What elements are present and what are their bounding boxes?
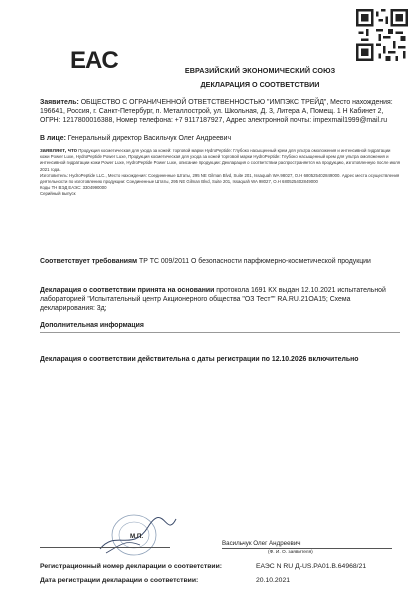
tnved-label: Коды ТН ВЭД ЕАЭС:	[40, 185, 82, 191]
signature-line	[40, 547, 170, 548]
applicant-text: ОБЩЕСТВО С ОГРАНИЧЕННОЙ ОТВЕТСТВЕННОСТЬЮ "ИМПЭКС ТРЕЙД", Место нахождения: 196641, Россия, г. Санкт-Петербург, п. Металлострой, ул. Школьная, Д. 3, Литера А, Помещ. 1 Н Кабинет 2, ОГРН: 1217800016388, Номер телефона: +7 9117187927, Адрес электронной почты: impexmail1999@mail.ru	[40, 99, 393, 124]
product-description: Продукция косметическая для ухода за кожей: торговой марки HydroPeptide: Глубоко насыщенный крем для ультра омоложения и интенсивной гидратации кожи Power Luxe, HydroPeptide Power Luxe, Продукция косметическая для ухода за кожей торговой марки HydroPeptide: Глубоко насыщенный крем для ультра омоложения и интенсивной гидратации кожи Power Luxe, HydroPeptide Power Luxe, описание продукции: Декларация о соответствии распространяется на продукцию, изготовленную после июля 2021 года.	[40, 148, 401, 172]
seal-mark: М.П.	[130, 533, 144, 540]
declares-section	[40, 148, 400, 198]
registration-date-row	[40, 577, 395, 584]
additional-info-label: Дополнительная информация	[40, 322, 144, 329]
manufacturer-label: Изготовитель:	[40, 172, 68, 178]
registration-date-value: 20.10.2021	[256, 577, 291, 584]
conformity-text: ТР ТС 009/2011 О безопасности парфюмерно-косметической продукции	[139, 258, 371, 265]
declares-label: заявляет, что	[40, 148, 78, 154]
basis-section	[40, 287, 400, 313]
manufacturer-text: HydroPeptide LLC., Место нахождения: Соединенные Штаты, 295 NE Gilman Blvd, Suite 201, Issaquah WA 98027, О.Н 680525402849000. Адрес места осуществления деятельности по изготовлению продукции: Соединенные Штаты, 295 NE Gilman Blvd, Suite 201, Issaquah WA 98027, О.Н 680525402849000	[40, 172, 400, 185]
person-label: В лице:	[40, 135, 66, 142]
registration-number-row	[40, 563, 395, 570]
registration-number-value: ЕАЭС N RU Д-US.РА01.В.64968/21	[256, 563, 367, 570]
series-label: Серийный выпуск	[40, 191, 76, 197]
conformity-section	[40, 258, 400, 267]
validity-text: Декларация о соответствии действительна с даты регистрации по 12.10.2026 включительно	[40, 356, 359, 363]
additional-info-divider	[40, 332, 400, 333]
signatory-name: Васильчук Олег Андреевич	[222, 540, 392, 549]
applicant-section	[40, 99, 400, 125]
registration-number-label: Регистрационный номер декларации о соответствии:	[40, 563, 223, 570]
signatory-caption: (Ф. И. О. заявителя)	[268, 550, 313, 555]
applicant-label: Заявитель:	[40, 99, 79, 106]
conformity-label: Соответствует требованиям	[40, 258, 138, 265]
basis-text: протокола 1691 КХ выдан 12.10.2021 испытательной лабораторией "Испытательный центр Акционерного общества "ОЗ Тест"" RA.RU.21ОА15; Схема декларирования: 3д;	[40, 287, 386, 312]
basis-label: Декларация о соответствии принята на основании	[40, 287, 215, 294]
qr-code-icon	[356, 9, 408, 61]
registration-date-label: Дата регистрации декларации о соответствии:	[40, 577, 199, 584]
union-title: ЕВРАЗИЙСКИЙ ЭКОНОМИЧЕСКИЙ СОЮЗ	[184, 66, 336, 75]
document-title: ДЕКЛАРАЦИЯ О СООТВЕТСТВИИ	[200, 80, 320, 89]
eac-logo: EAC	[70, 44, 104, 78]
tnved-value: 3304990000	[82, 185, 107, 191]
person-text: Генеральный директор Васильчук Олег Андреевич	[67, 135, 232, 142]
person-section	[40, 135, 400, 144]
